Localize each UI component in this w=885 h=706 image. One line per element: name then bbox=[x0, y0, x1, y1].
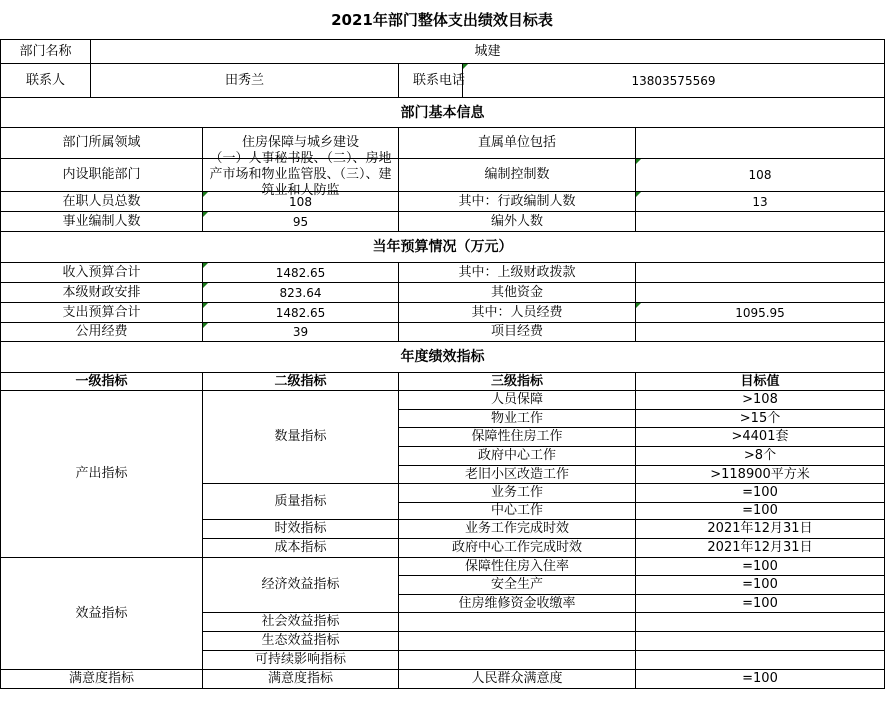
l2-quality: 质量指标 bbox=[203, 484, 399, 520]
target-value: =100 bbox=[636, 558, 885, 576]
l2-quantity: 数量指标 bbox=[203, 391, 399, 484]
target-value: 2021年12月31日 bbox=[636, 520, 885, 539]
quota-label: 编制控制数 bbox=[399, 159, 636, 192]
target-value bbox=[636, 651, 885, 670]
staff-total-label: 在职人员总数 bbox=[1, 192, 203, 212]
upper-alloc-label: 其中：上级财政拨款 bbox=[399, 263, 636, 283]
target-value bbox=[636, 632, 885, 651]
other-funds-label: 其他资金 bbox=[399, 283, 636, 303]
target-value: =100 bbox=[636, 503, 885, 520]
section-performance: 年度绩效指标 bbox=[1, 342, 885, 373]
public-exp-value: 39 bbox=[203, 323, 399, 342]
contact-value: 田秀兰 bbox=[91, 64, 399, 98]
l2-social: 社会效益指标 bbox=[203, 613, 399, 632]
col-header-target: 目标值 bbox=[636, 373, 885, 391]
l3-item: 人民群众满意度 bbox=[399, 670, 636, 689]
l3-item: 政府中心工作 bbox=[399, 447, 636, 466]
col-header-l3: 三级指标 bbox=[399, 373, 636, 391]
domain-label: 部门所属领域 bbox=[1, 128, 203, 159]
l2-economic: 经济效益指标 bbox=[203, 558, 399, 613]
l3-item: 政府中心工作完成时效 bbox=[399, 539, 636, 558]
target-value: 2021年12月31日 bbox=[636, 539, 885, 558]
income-total-value: 1482.65 bbox=[203, 263, 399, 283]
dept-name-value: 城建 bbox=[91, 40, 885, 64]
target-value: >8个 bbox=[636, 447, 885, 466]
target-value: >118900平方米 bbox=[636, 466, 885, 484]
l3-item bbox=[399, 613, 636, 632]
target-value: =100 bbox=[636, 484, 885, 503]
l2-cost: 成本指标 bbox=[203, 539, 399, 558]
col-header-l2: 二级指标 bbox=[203, 373, 399, 391]
expense-total-value: 1482.65 bbox=[203, 303, 399, 323]
l3-item bbox=[399, 632, 636, 651]
local-alloc-value: 823.64 bbox=[203, 283, 399, 303]
other-funds-value bbox=[636, 283, 885, 303]
l3-item bbox=[399, 651, 636, 670]
l2-timeliness: 时效指标 bbox=[203, 520, 399, 539]
l3-item: 业务工作完成时效 bbox=[399, 520, 636, 539]
target-value: =100 bbox=[636, 576, 885, 595]
personnel-label: 其中：人员经费 bbox=[399, 303, 636, 323]
public-exp-label: 公用经费 bbox=[1, 323, 203, 342]
dept-name-label: 部门名称 bbox=[1, 40, 91, 64]
target-value: >4401套 bbox=[636, 428, 885, 447]
l1-benefit: 效益指标 bbox=[1, 558, 203, 670]
direct-units-label: 直属单位包括 bbox=[399, 128, 636, 159]
expense-total-label: 支出预算合计 bbox=[1, 303, 203, 323]
l3-item: 老旧小区改造工作 bbox=[399, 466, 636, 484]
internal-depts-value: （一）人事秘书股、（二）、房地产市场和物业监管股、（三）、建筑业和人防监 bbox=[203, 159, 399, 192]
direct-units-value bbox=[636, 128, 885, 159]
quota-value: 108 bbox=[636, 159, 885, 192]
l3-item: 业务工作 bbox=[399, 484, 636, 503]
l3-item: 人员保障 bbox=[399, 391, 636, 410]
project-exp-label: 项目经费 bbox=[399, 323, 636, 342]
page-title: 2021年部门整体支出绩效目标表 bbox=[331, 11, 553, 29]
target-value: >15个 bbox=[636, 410, 885, 428]
section-budget: 当年预算情况（万元） bbox=[1, 232, 885, 263]
contact-label: 联系人 bbox=[1, 64, 91, 98]
l2-satisfaction: 满意度指标 bbox=[203, 670, 399, 689]
project-exp-value bbox=[636, 323, 885, 342]
domain-value: 住房保障与城乡建设 bbox=[203, 128, 399, 159]
upper-alloc-value bbox=[636, 263, 885, 283]
extra-value bbox=[636, 212, 885, 232]
extra-label: 编外人数 bbox=[399, 212, 636, 232]
l1-satisfaction: 满意度指标 bbox=[1, 670, 203, 689]
target-value: =100 bbox=[636, 670, 885, 689]
local-alloc-label: 本级财政安排 bbox=[1, 283, 203, 303]
public-quota-label: 事业编制人数 bbox=[1, 212, 203, 232]
phone-value: 13803575569 bbox=[463, 64, 885, 98]
l3-item: 保障性住房入住率 bbox=[399, 558, 636, 576]
performance-table bbox=[0, 39, 885, 689]
l1-output: 产出指标 bbox=[1, 391, 203, 558]
income-total-label: 收入预算合计 bbox=[1, 263, 203, 283]
admin-quota-value: 13 bbox=[636, 192, 885, 212]
section-basic-info: 部门基本信息 bbox=[1, 98, 885, 128]
l2-ecological: 生态效益指标 bbox=[203, 632, 399, 651]
internal-depts-label: 内设职能部门 bbox=[1, 159, 203, 192]
l3-item: 住房维修资金收缴率 bbox=[399, 595, 636, 613]
admin-quota-label: 其中：行政编制人数 bbox=[399, 192, 636, 212]
l3-item: 保障性住房工作 bbox=[399, 428, 636, 447]
l3-item: 中心工作 bbox=[399, 503, 636, 520]
l3-item: 安全生产 bbox=[399, 576, 636, 595]
l2-sustainable: 可持续影响指标 bbox=[203, 651, 399, 670]
staff-total-value: 108 bbox=[203, 192, 399, 212]
public-quota-value: 95 bbox=[203, 212, 399, 232]
phone-label: 联系电话 bbox=[399, 64, 463, 98]
target-value: =100 bbox=[636, 595, 885, 613]
l3-item: 物业工作 bbox=[399, 410, 636, 428]
col-header-l1: 一级指标 bbox=[1, 373, 203, 391]
personnel-value: 1095.95 bbox=[636, 303, 885, 323]
target-value: >108 bbox=[636, 391, 885, 410]
target-value bbox=[636, 613, 885, 632]
